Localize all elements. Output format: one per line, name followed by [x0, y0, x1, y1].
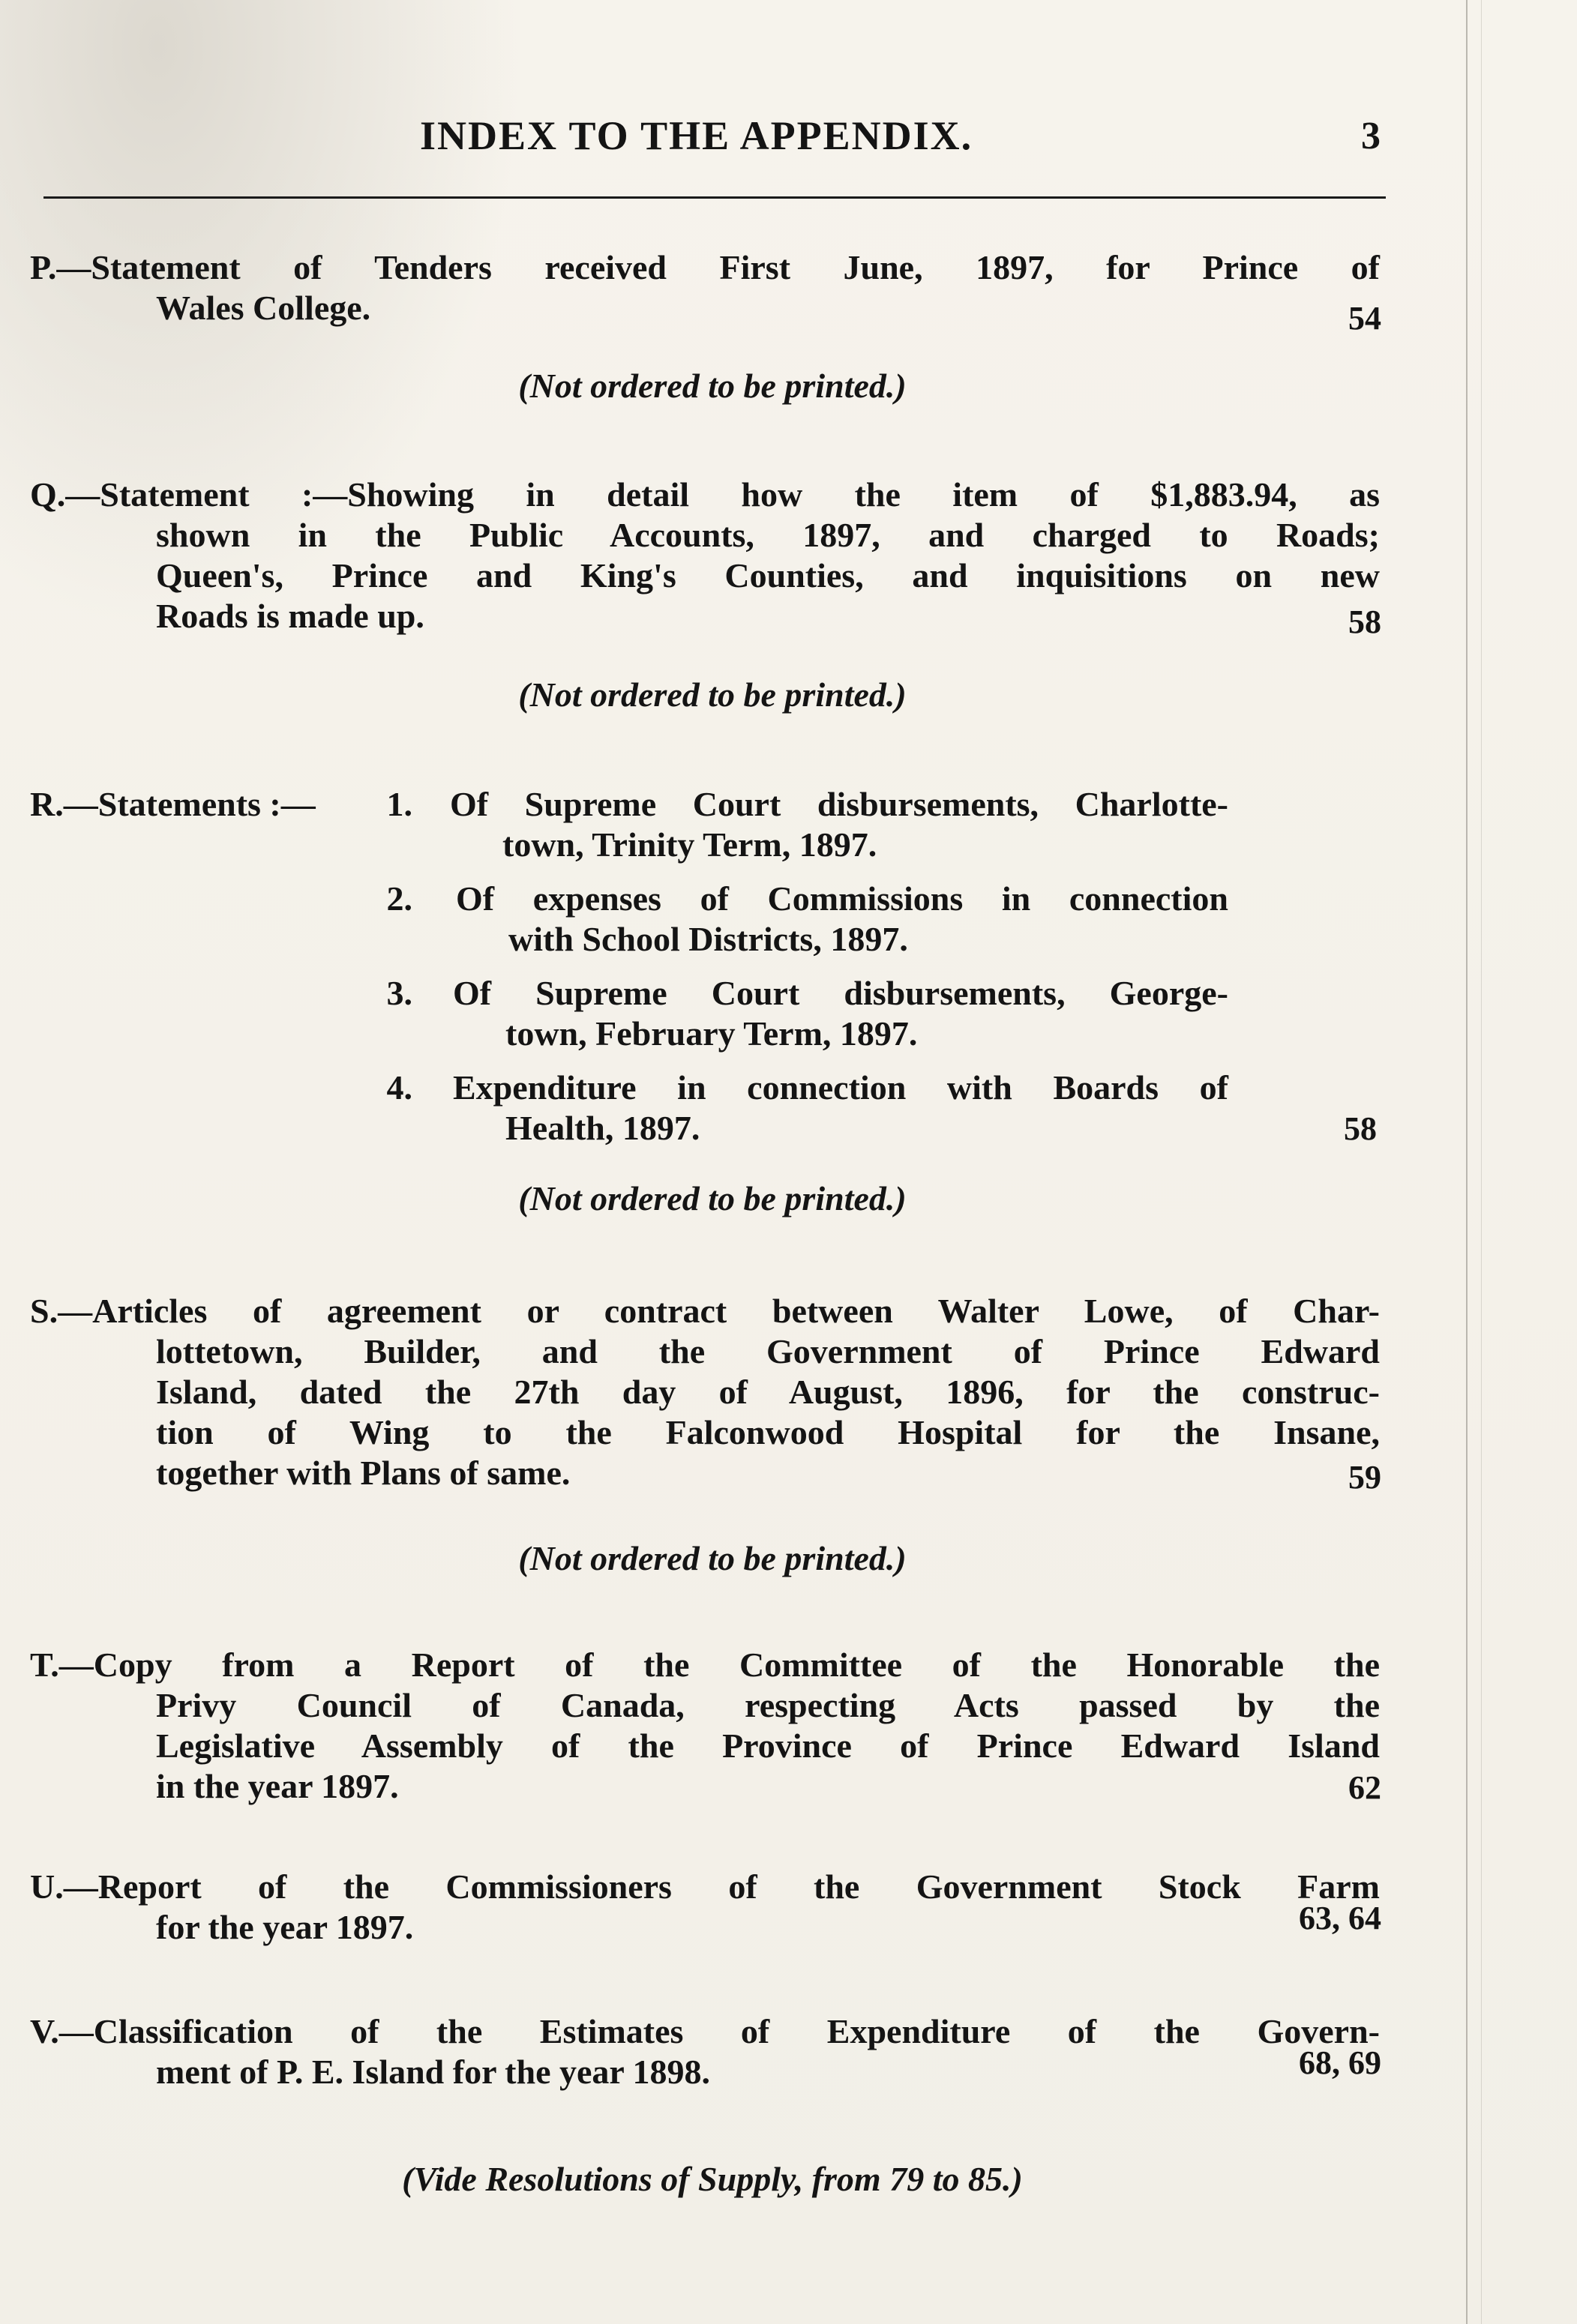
sub-item-number: 1.	[386, 785, 412, 823]
entry-line	[30, 475, 1380, 515]
index-entry-v	[30, 2011, 1380, 2092]
index-entry-t	[30, 1645, 1380, 1807]
entry-page-ref: 68, 69	[1299, 2044, 1381, 2081]
sub-item-text	[453, 973, 1228, 1054]
entry-page-ref: 58	[1348, 603, 1381, 640]
not-printed-note: (Not ordered to be printed.)	[518, 367, 907, 405]
entry-letter: V.	[30, 2012, 59, 2050]
entry-line: for the year 1897.	[156, 1908, 414, 1946]
index-entry-p	[30, 247, 1381, 337]
entry-line: ment of P. E. Island for the year 1898.	[156, 2053, 710, 2091]
sub-item-number: 2.	[386, 879, 412, 918]
vide-note: (Vide Resolutions of Supply, from 79 to 85.)	[402, 2160, 1023, 2198]
entry-letter: T.	[30, 1646, 59, 1684]
entry-line	[30, 1867, 1380, 1907]
entry-letter: R.	[30, 785, 64, 823]
index-entry-q	[30, 475, 1381, 640]
entry-line: in the year 1897.	[156, 1767, 399, 1805]
not-printed-note: (Not ordered to be printed.)	[518, 1539, 907, 1577]
entry-line: shown in the Public Accounts, 1897, and charged to Roads;	[156, 516, 1380, 554]
entry-line: Roads is made up.	[156, 597, 424, 635]
entry-line: lottetown, Builder, and the Government of Prince Edward	[156, 1332, 1380, 1370]
entry-line: Wales College.	[156, 289, 371, 327]
index-entry-s	[30, 1291, 1381, 1496]
entry-page-ref: 54	[1348, 300, 1381, 337]
sub-item-text	[453, 1068, 1228, 1149]
sub-item-line: town, February Term, 1897.	[505, 1014, 918, 1053]
margin-rule	[1466, 0, 1468, 2324]
sub-item-number: 3.	[386, 974, 412, 1012]
page-title: INDEX TO THE APPENDIX.	[420, 113, 973, 158]
entry-text: —Statement :—Showing in detail how the item of $1,883.94, as	[65, 475, 1380, 514]
header-rule	[43, 196, 1386, 199]
sub-item-line: Health, 1897.	[505, 1109, 700, 1147]
entry-line	[30, 1291, 1380, 1331]
entry-page-ref: 59	[1348, 1459, 1381, 1496]
page-number: 3	[1361, 115, 1381, 157]
entry-page-ref: 58	[1344, 1110, 1377, 1147]
sub-item-line: town, Trinity Term, 1897.	[502, 825, 877, 864]
entry-text: —Statement of Tenders received First June, 1897, for Prince of	[56, 248, 1380, 286]
entry-line	[30, 1645, 1380, 1685]
entry-text: —Classification of the Estimates of Expenditure of the Govern-	[58, 2012, 1380, 2050]
sub-item-line: Of Supreme Court disbursements, Charlotte-	[450, 785, 1228, 823]
entry-text: —Articles of agreement or contract between Walter Lowe, of Char-	[58, 1292, 1380, 1330]
entry-line: together with Plans of same.	[156, 1454, 571, 1492]
entry-line	[30, 2011, 1380, 2052]
sub-item-text	[456, 879, 1228, 960]
entry-text: —Copy from a Report of the Committee of the Honorable the	[58, 1646, 1380, 1684]
sub-item-line: Of Supreme Court disbursements, George-	[453, 974, 1228, 1012]
not-printed-note: (Not ordered to be printed.)	[518, 675, 907, 714]
entry-letter: Q.	[30, 475, 66, 514]
margin-rule-secondary	[1481, 0, 1482, 2324]
entry-letter: P.	[30, 248, 57, 286]
sub-item-text	[450, 784, 1228, 865]
sub-item-line: Of expenses of Commissions in connection	[456, 879, 1228, 918]
sub-item-number: 4.	[386, 1068, 412, 1107]
entry-page-ref: 62	[1348, 1769, 1381, 1806]
not-printed-note: (Not ordered to be printed.)	[518, 1179, 907, 1217]
entry-text: —Report of the Commissioners of the Government Stock Farm	[63, 1867, 1380, 1906]
entry-line	[30, 247, 1380, 288]
entry-line: Legislative Assembly of the Province of Prince Edward Island	[156, 1727, 1380, 1765]
entry-line: Privy Council of Canada, respecting Acts passed by the	[156, 1686, 1380, 1724]
sub-item-line: with School Districts, 1897.	[508, 920, 908, 958]
entry-line: Queen's, Prince and King's Counties, and inquisitions on new	[156, 556, 1380, 594]
index-entry-u	[30, 1867, 1380, 1948]
entry-page-ref: 63, 64	[1299, 1900, 1381, 1936]
entry-letter: S.	[30, 1292, 58, 1330]
entry-text: —Statements :—	[63, 785, 316, 823]
entry-letter: U.	[30, 1867, 64, 1906]
sub-item-line: Expenditure in connection with Boards of	[453, 1068, 1228, 1107]
entry-line: Island, dated the 27th day of August, 1896, for the construc-	[156, 1373, 1380, 1411]
entry-line: tion of Wing to the Falconwood Hospital for the Insane,	[156, 1413, 1380, 1451]
